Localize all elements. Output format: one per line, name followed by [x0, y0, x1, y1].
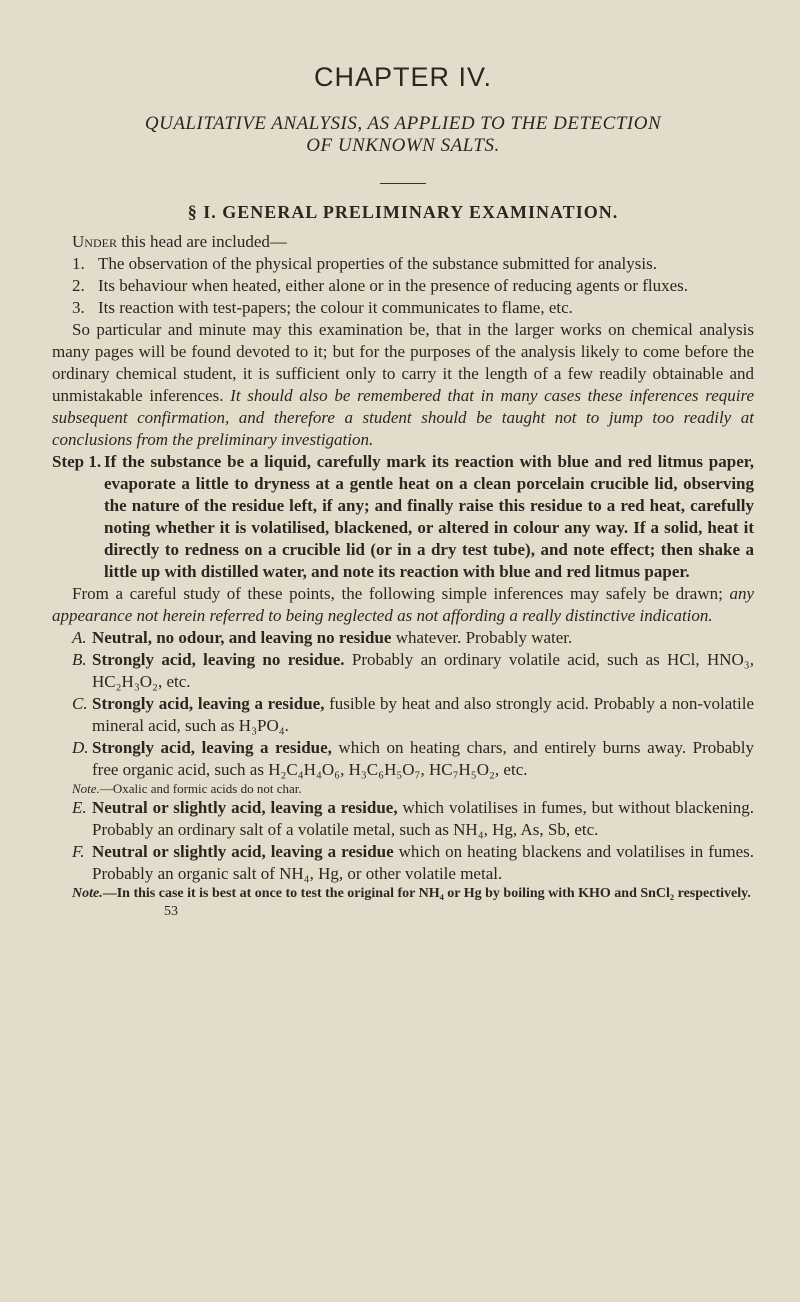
note-1	[52, 781, 754, 797]
inference-letter: D.	[72, 738, 89, 757]
inference-text: whatever. Probably water.	[391, 628, 573, 647]
chapter-heading: CHAPTER IV.	[313, 62, 493, 92]
note-text: —In this case it is best at once to test the original for NH₄ or Hg by boiling with KHO and SnCl₂ respectively.	[102, 886, 751, 901]
inference-text: which on heating chars, and entirely burns away. Probably free organic acid, such as H₂C₄H₄O₆, H₃C₆H₅O₇, HC₇H₅O₂, etc.	[92, 738, 755, 779]
note-label: Note.	[72, 886, 103, 901]
intro-small-caps: Under	[72, 232, 117, 251]
inference-letter: C.	[72, 694, 88, 713]
inference-item	[52, 693, 754, 737]
body-paragraph-1	[52, 319, 754, 451]
inference-bold: Strongly acid, leaving a residue,	[92, 694, 325, 713]
list-item	[52, 297, 754, 319]
list-number: 3.	[72, 298, 85, 317]
numbered-list	[52, 253, 754, 319]
inference-letter: E.	[72, 798, 87, 817]
note-label: Note.	[72, 781, 100, 796]
list-item	[52, 253, 754, 275]
inference-item	[52, 737, 754, 781]
inference-bold: Neutral or slightly acid, leaving a residue	[92, 842, 394, 861]
inference-text: fusible by heat and also strongly acid. Probably a non-volatile mineral acid, such as H₃PO₄.	[92, 694, 755, 735]
inference-bold: Strongly acid, leaving a residue,	[92, 738, 332, 757]
title-rule	[380, 183, 426, 184]
body-paragraph-2	[52, 583, 754, 627]
page-number: 53	[164, 904, 178, 919]
inference-bold: Neutral or slightly acid, leaving a residue,	[92, 798, 398, 817]
paragraph-italic-text: It should also be remembered that in many cases these inferences require subsequent confirmation, and therefore a student should be taught not to jump too readily at conclusions from the preliminary investigation.	[52, 386, 754, 449]
inference-item	[52, 797, 754, 841]
note-2	[52, 885, 754, 902]
chapter-subtitle-line-1: QUALITATIVE ANALYSIS, AS APPLIED TO THE DETECTION	[144, 113, 662, 134]
list-item	[52, 275, 754, 297]
list-number: 1.	[72, 254, 85, 273]
step-1	[52, 451, 754, 583]
inference-text: Probably an ordinary volatile acid, such as HCl, HNO₃, HC₂H₃O₂, etc.	[92, 650, 754, 691]
list-number: 2.	[72, 276, 85, 295]
inference-item	[52, 627, 754, 649]
inference-letter: F.	[72, 842, 85, 861]
paragraph-text: From a careful study of these points, the following simple inferences may safely be drawn;	[72, 584, 723, 603]
inference-item	[52, 649, 754, 693]
step-label: Step 1.	[52, 452, 102, 471]
paragraph-italic-text: any appearance not herein referred to being neglected as not affording a really distinctive indication.	[52, 584, 755, 625]
inference-letter: B.	[72, 650, 87, 669]
list-text: Its behaviour when heated, either alone or in the presence of reducing agents or fluxes.	[98, 276, 689, 295]
chapter-subtitle-line-2: OF UNKNOWN SALTS.	[306, 135, 500, 156]
list-text: Its reaction with test-papers; the colour it communicates to flame, etc.	[98, 298, 573, 317]
inference-list-2	[52, 797, 754, 885]
step-text: If the substance be a liquid, carefully mark its reaction with blue and red litmus paper, evaporate a little to dryness at a gentle heat on a clean porcelain crucible lid, observing the nature of the residue left, if any; and finally raise this residue to a red heat, carefully noting whether it is volatilised, blackened, or altered in colour any way. If a solid, heat it directly to redness on a crucible lid (or in a dry test tube), and note effect; then shake a little up with distilled water, and note its reaction with blue and red litmus paper.	[104, 452, 754, 581]
note-text: —Oxalic and formic acids do not char.	[99, 781, 302, 796]
paragraph-text: So particular and minute may this examination be, that in the larger works on chemical analysis many pages will be found devoted to it; but for the purposes of the analysis likely to come before the ordinary chemical student, it is sufficient only to carry it the length of a few readily obtainable and unmistakable inferences.	[52, 320, 754, 405]
list-text: The observation of the physical properties of the substance submitted for analysis.	[98, 254, 657, 273]
intro-text: this head are included—	[116, 232, 287, 251]
inference-bold: Strongly acid, leaving no residue.	[92, 650, 345, 669]
inference-text: which volatilises in fumes, but without blackening. Probably an ordinary salt of a volatile metal, such as NH₄, Hg, As, Sb, etc.	[92, 798, 755, 839]
inference-item	[52, 841, 754, 885]
intro-paragraph	[52, 231, 754, 253]
inference-bold: Neutral, no odour, and leaving no residue	[92, 628, 392, 647]
inference-list	[52, 627, 754, 781]
inference-text: which on heating blackens and volatilises in fumes. Probably an organic salt of NH₄, Hg, or other volatile metal.	[92, 842, 754, 883]
inference-letter: A.	[72, 628, 87, 647]
section-heading: § I. GENERAL PRELIMINARY EXAMINATION.	[187, 202, 619, 222]
